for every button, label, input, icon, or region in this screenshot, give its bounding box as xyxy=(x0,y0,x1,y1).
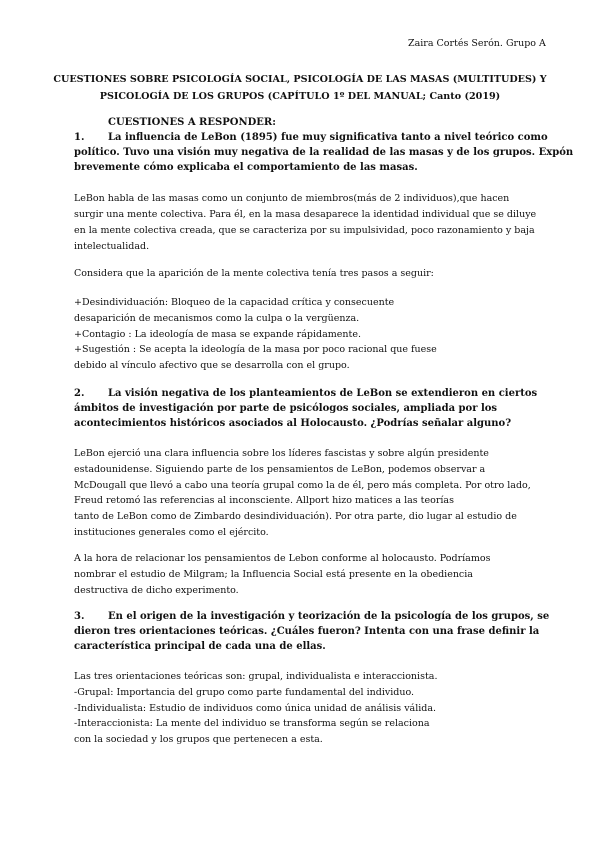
question-text: dieron tres orientaciones teóricas. ¿Cuáles fueron? Intenta con una frase definir la xyxy=(74,626,540,637)
list-item: +Desindividuación: Bloqueo de la capacidad crítica y consecuente xyxy=(74,297,395,308)
title-line-1: CUESTIONES SOBRE PSICOLOGÍA SOCIAL, PSICOLOGÍA DE LAS MASAS (MULTITUDES) Y xyxy=(53,74,547,85)
answer-text: tanto de LeBon como de Zimbardo desindividuación). Por otra parte, dio lugar al estudio de xyxy=(74,511,517,522)
question-2 xyxy=(74,388,537,399)
question-text: ámbitos de investigación por parte de psicólogos sociales, ampliada por los xyxy=(74,403,498,414)
question-text: brevemente cómo explicaba el comportamiento de las masas. xyxy=(74,162,418,173)
list-item: desaparición de mecanismos como la culpa o la vergüenza. xyxy=(74,313,360,324)
list-item: -Individualista: Estudio de individuos como única unidad de análisis válida. xyxy=(74,703,437,714)
question-3 xyxy=(74,611,549,622)
answer-text: instituciones generales como el ejército. xyxy=(74,527,269,538)
answer-text: McDougall que llevó a cabo una teoría grupal como la de él, pero más completa. Por otro lado, xyxy=(74,480,531,491)
question-text: político. Tuvo una visión muy negativa de la realidad de las masas y de los grupos. Expón xyxy=(74,147,574,158)
section-heading: CUESTIONES A RESPONDER: xyxy=(108,117,276,128)
answer-text: LeBon habla de las masas como un conjunto de miembros(más de 2 individuos),que hacen xyxy=(74,193,510,204)
list-item: -Interaccionista: La mente del individuo se transforma según se relaciona xyxy=(74,718,430,729)
question-number: 1. xyxy=(74,132,85,143)
question-number: 3. xyxy=(74,611,85,622)
list-item: debido al vínculo afectivo que se desarrolla con el grupo. xyxy=(74,360,350,371)
answer-text: Las tres orientaciones teóricas son: grupal, individualista e interaccionista. xyxy=(74,671,438,682)
answer-text: surgir una mente colectiva. Para él, en la masa desaparece la identidad individual que se diluye xyxy=(74,209,537,220)
question-1 xyxy=(74,132,548,143)
question-number: 2. xyxy=(74,388,85,399)
answer-text: estadounidense. Siguiendo parte de los pensamientos de LeBon, podemos observar a xyxy=(74,464,486,475)
answer-text: en la mente colectiva creada, que se caracteriza por su impulsividad, poco razonamiento y baja xyxy=(74,225,535,236)
answer-text: Considera que la aparición de la mente colectiva tenía tres pasos a seguir: xyxy=(74,268,434,279)
answer-text: Freud retomó las referencias al inconsciente. Allport hizo matices a las teorías xyxy=(74,495,454,506)
question-text: característica principal de cada una de ellas. xyxy=(74,641,326,652)
list-item: con la sociedad y los grupos que pertenecen a esta. xyxy=(74,734,323,745)
list-item: +Sugestión : Se acepta la ideología de la masa por poco racional que fuese xyxy=(74,344,437,355)
author-header: Zaira Cortés Serón. Grupo A xyxy=(408,38,546,49)
list-item: +Contagio : La ideología de masa se expande rápidamente. xyxy=(74,329,361,340)
question-text: La visión negativa de los planteamientos de LeBon se extendieron en ciertos xyxy=(108,388,538,399)
answer-text: nombrar el estudio de Milgram; la Influencia Social está presente en la obediencia xyxy=(74,569,473,580)
answer-text: destructiva de dicho experimento. xyxy=(74,585,239,596)
title-line-2: PSICOLOGÍA DE LOS GRUPOS (CAPÍTULO 1º DEL MANUAL; Canto (2019) xyxy=(99,91,501,102)
answer-text: LeBon ejerció una clara influencia sobre los líderes fascistas y sobre algún presidente xyxy=(74,448,489,459)
question-text: La influencia de LeBon (1895) fue muy significativa tanto a nivel teórico como xyxy=(108,132,548,143)
answer-text: intelectualidad. xyxy=(74,241,150,252)
answer-text: A la hora de relacionar los pensamientos de Lebon conforme al holocausto. Podríamos xyxy=(74,553,491,564)
question-text: En el origen de la investigación y teorización de la psicología de los grupos, se xyxy=(108,611,550,622)
question-text: acontecimientos históricos asociados al Holocausto. ¿Podrías señalar alguno? xyxy=(74,418,512,429)
list-item: -Grupal: Importancia del grupo como parte fundamental del individuo. xyxy=(74,687,415,698)
